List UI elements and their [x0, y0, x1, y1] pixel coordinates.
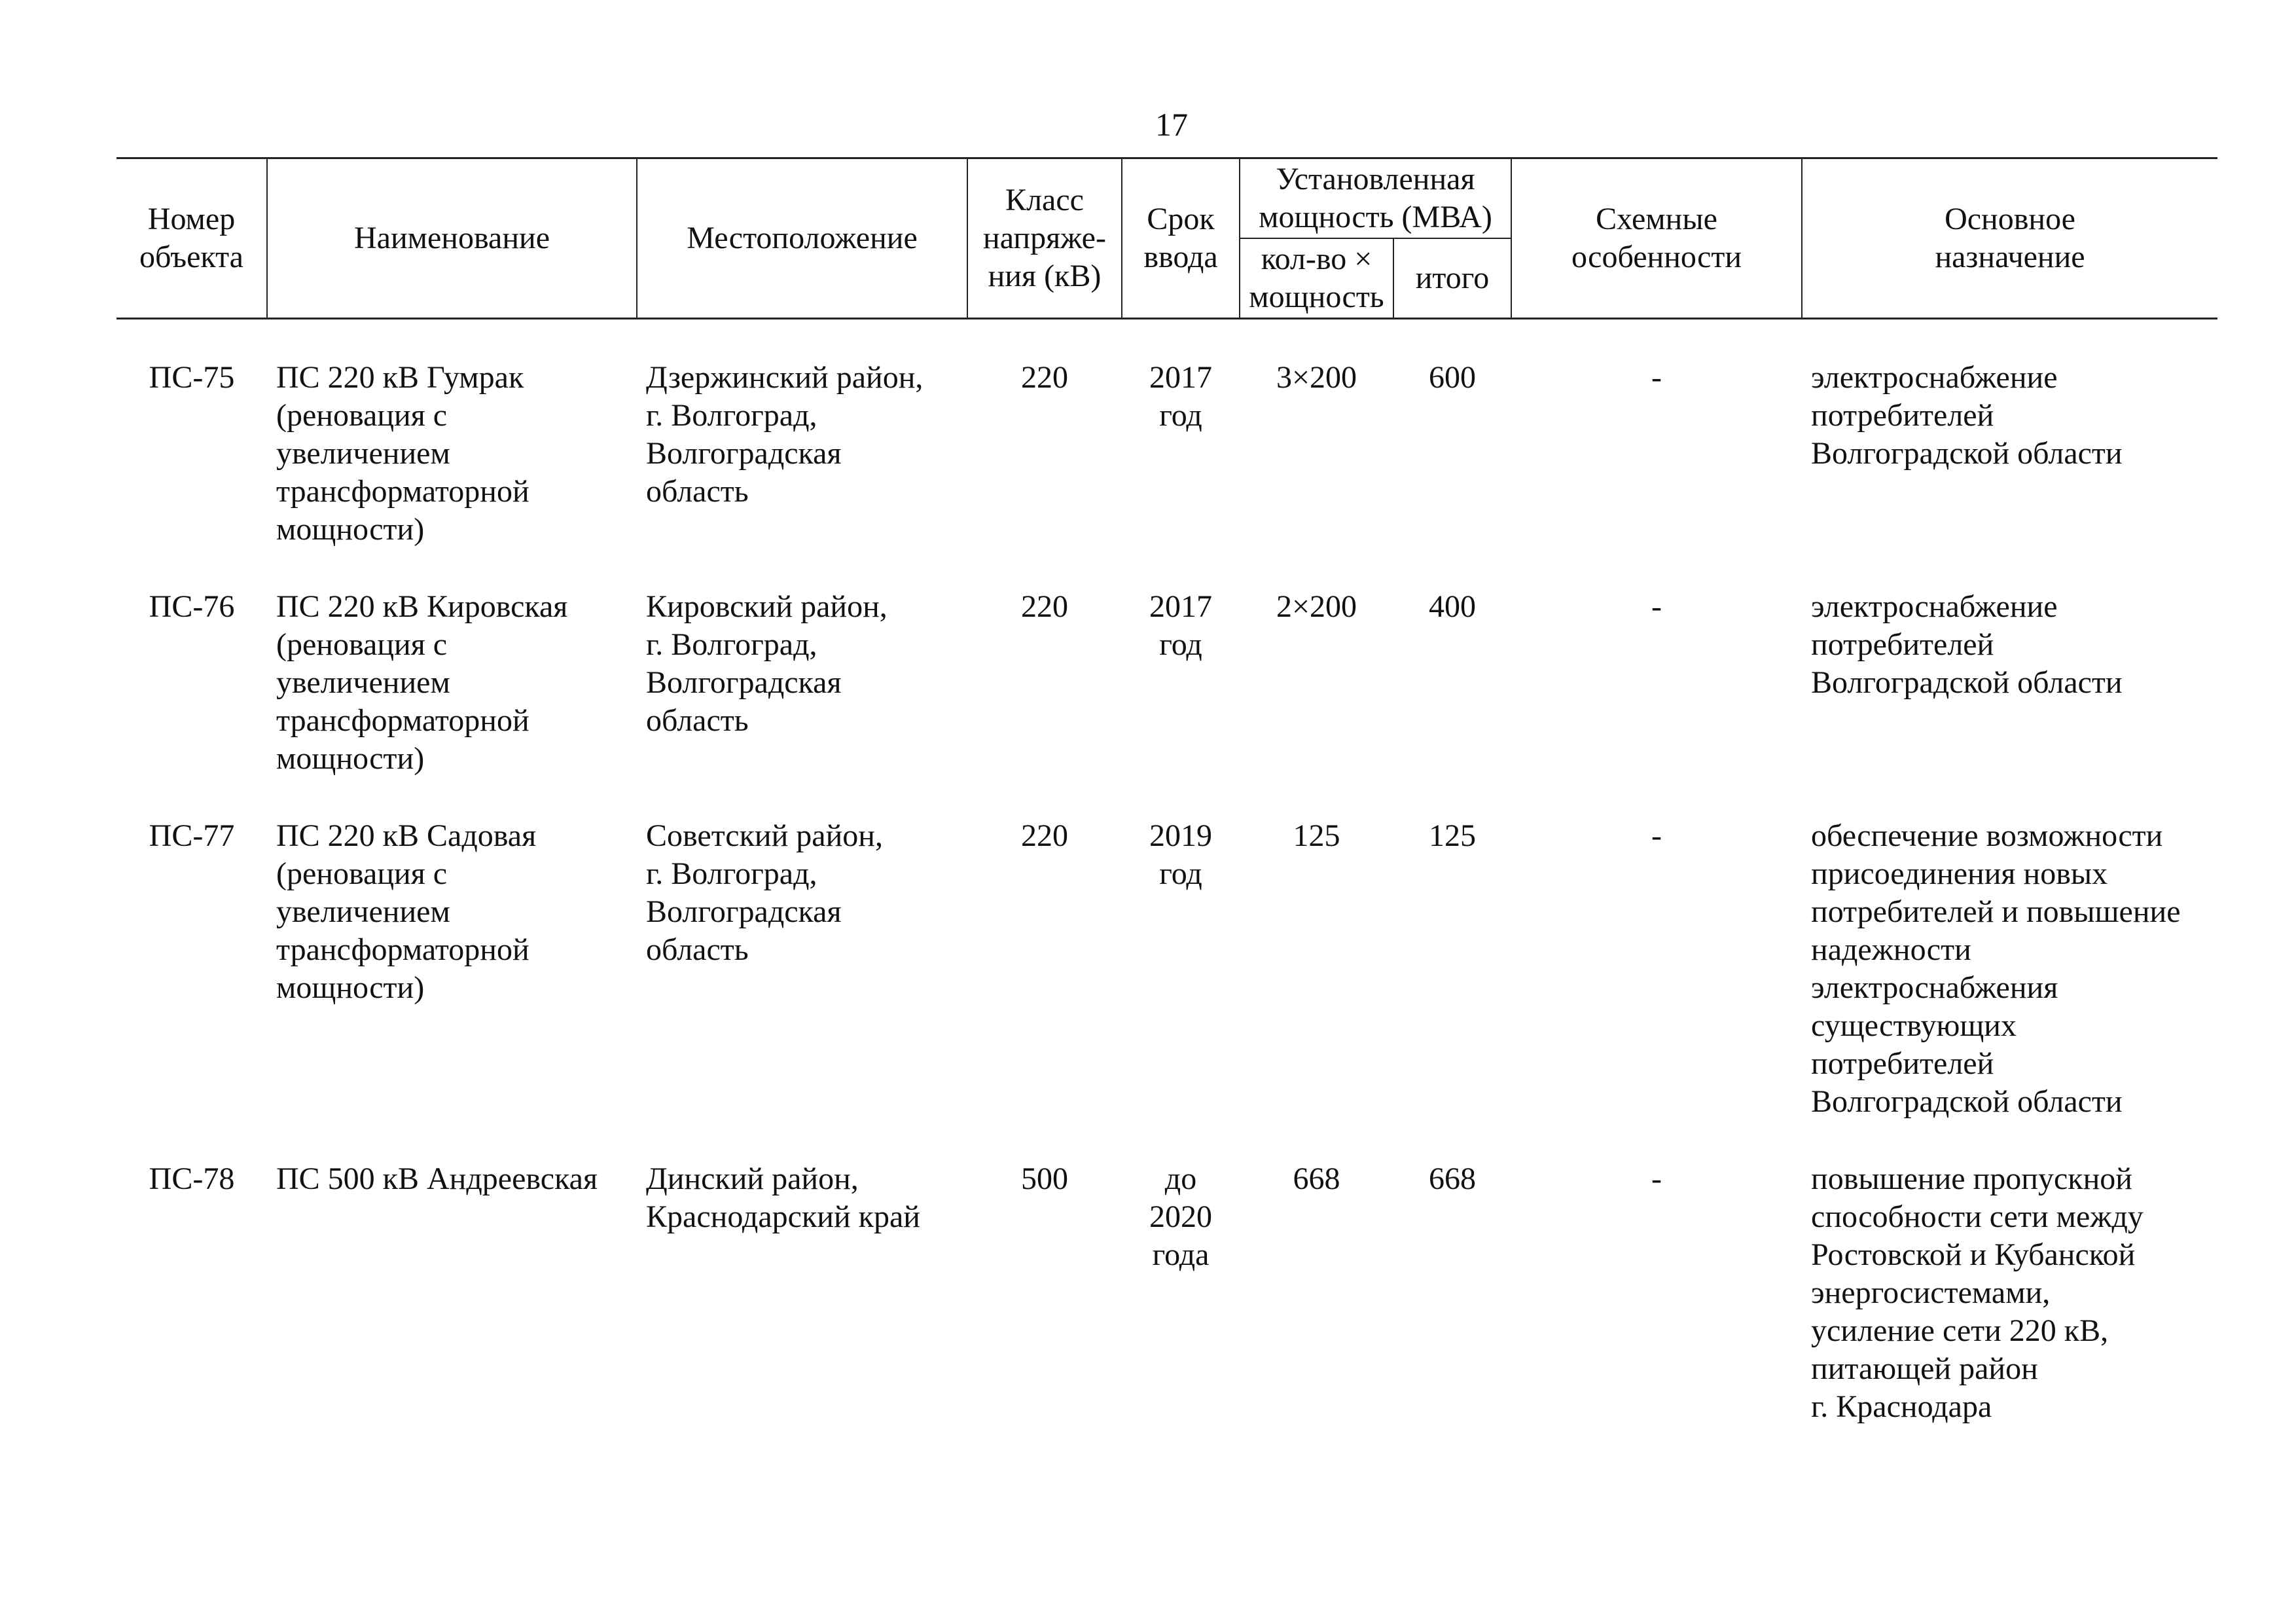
- header-power-count: кол-во × мощность: [1240, 238, 1393, 319]
- cell-power-total: 600: [1429, 360, 1476, 395]
- cell-purpose: электроснабжение потребителей Волгоградской области: [1811, 360, 2123, 471]
- cell-term: 2019 год: [1149, 818, 1212, 891]
- cell-name: ПС 220 кВ Гумрак (реновация с увеличением трансформаторной мощности): [276, 360, 529, 547]
- cell-voltage: 500: [1021, 1161, 1068, 1196]
- header-purpose: Основное назначение: [1802, 158, 2217, 319]
- header-location: Местоположение: [637, 158, 967, 319]
- table-row: [117, 359, 2217, 588]
- header-number: Номер объекта: [117, 158, 267, 319]
- cell-name: ПС 500 кВ Андреевская: [276, 1161, 598, 1196]
- cell-number: ПС-75: [149, 360, 235, 395]
- cell-power-count: 125: [1293, 818, 1340, 853]
- table-row: [117, 1160, 2217, 1465]
- table-row: [117, 588, 2217, 817]
- cell-term: до 2020 года: [1149, 1161, 1212, 1272]
- cell-term: 2017 год: [1149, 360, 1212, 433]
- cell-purpose: повышение пропускной способности сети между Ростовской и Кубанской энергосистемами, усиление сети 220 кВ, питающей район г. Краснодара: [1811, 1161, 2144, 1424]
- cell-power-count: 668: [1293, 1161, 1340, 1196]
- substations-table: [117, 157, 2217, 1465]
- cell-power-total: 125: [1429, 818, 1476, 853]
- cell-number: ПС-76: [149, 589, 235, 624]
- header-term: Срок ввода: [1122, 158, 1240, 319]
- header-power-total: итого: [1393, 238, 1511, 319]
- cell-location: Дзержинский район, г. Волгоград, Волгоградская область: [646, 360, 924, 509]
- cell-purpose: электроснабжение потребителей Волгоградской области: [1811, 589, 2123, 700]
- cell-features: -: [1651, 360, 1662, 395]
- table-row: [117, 817, 2217, 1160]
- cell-voltage: 220: [1021, 360, 1068, 395]
- cell-location: Советский район, г. Волгоград, Волгоградская область: [646, 818, 883, 967]
- header-power-group: Установленная мощность (МВА): [1240, 158, 1511, 239]
- header-name: Наименование: [267, 158, 637, 319]
- cell-term: 2017 год: [1149, 589, 1212, 662]
- cell-features: -: [1651, 818, 1662, 853]
- cell-location: Кировский район, г. Волгоград, Волгоградская область: [646, 589, 888, 738]
- cell-power-total: 668: [1429, 1161, 1476, 1196]
- header-voltage: Класс напряже- ния (кВ): [967, 158, 1122, 319]
- cell-features: -: [1651, 1161, 1662, 1196]
- cell-name: ПС 220 кВ Кировская (реновация с увеличением трансформаторной мощности): [276, 589, 568, 776]
- header-features: Схемные особенности: [1511, 158, 1802, 319]
- cell-location: Динский район, Краснодарский край: [646, 1161, 920, 1234]
- cell-power-total: 400: [1429, 589, 1476, 624]
- cell-features: -: [1651, 589, 1662, 624]
- cell-voltage: 220: [1021, 818, 1068, 853]
- table-body: [117, 319, 2217, 1466]
- cell-purpose: обеспечение возможности присоединения новых потребителей и повышение надежности электроснабжения существующих потребителей Волгоградской области: [1811, 818, 2181, 1119]
- cell-number: ПС-77: [149, 818, 235, 853]
- page-number: 17: [1155, 106, 1188, 143]
- cell-name: ПС 220 кВ Садовая (реновация с увеличением трансформаторной мощности): [276, 818, 537, 1005]
- cell-power-count: 2×200: [1276, 589, 1357, 624]
- cell-number: ПС-78: [149, 1161, 235, 1196]
- cell-power-count: 3×200: [1276, 360, 1357, 395]
- table-header: [117, 158, 2217, 319]
- cell-voltage: 220: [1021, 589, 1068, 624]
